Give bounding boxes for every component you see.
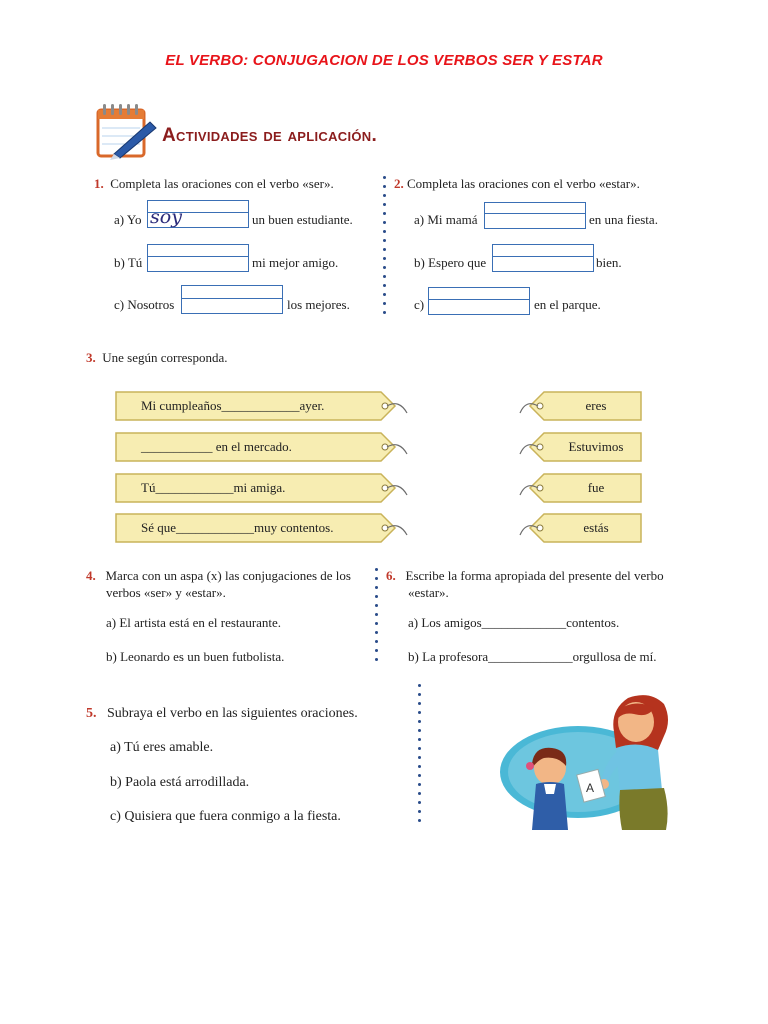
q2-b-prefix: b) Espero que [414,255,487,270]
q1-b-prefix: b) Tú [114,255,143,270]
match-right-3[interactable] [524,473,642,503]
question-1-label: 1. Completa las oraciones con el verbo «ser». [94,176,334,191]
question-2-label: 2. Completa las oraciones con el verbo «estar». [394,176,640,191]
q1-a-suffix: un buen estudiante. [252,212,353,227]
q2-c-prefix: c) [414,297,425,312]
match-right-2-text: Estuvimos [568,439,624,454]
match-right-1[interactable] [524,391,642,421]
paper-letter: A [586,781,595,795]
match-left-2[interactable] [115,432,395,462]
match-left-1[interactable] [115,391,395,421]
q5-item-b[interactable]: b) Paola está arrodillada. [110,775,250,790]
q4-item-b[interactable]: b) Leonardo es un buen futbolista. [106,649,285,664]
q1-a-prefix: a) Yo [114,212,142,227]
match-right-1-text: eres [585,398,607,413]
q1-b-suffix: mi mejor amigo. [252,255,339,270]
section-heading: Actividades de aplicación. [162,125,378,146]
q5-item-c[interactable]: c) Quisiera que fuera conmigo a la fiesta. [110,809,341,824]
question-6-label: 6. Escribe la forma apropiada del presente del verbo [386,568,664,583]
question-5-label: 5. Subraya el verbo en las siguientes oraciones. [86,706,358,721]
match-left-4[interactable] [115,513,395,543]
divider-dotted-1 [383,176,386,320]
teacher-child-illustration [498,690,676,832]
q4-item-a[interactable]: a) El artista está en el restaurante. [106,615,282,630]
match-left-3[interactable] [115,473,395,503]
q1-c-suffix: los mejores. [287,297,350,312]
q2-a-answer-box[interactable] [484,213,586,229]
question-4-label: 4. Marca con un aspa (x) las conjugaciones de los [86,568,351,583]
divider-dotted-3 [418,684,421,828]
q1-a-answer: soy [150,206,182,228]
q2-a-prefix: a) Mi mamá [414,212,478,227]
match-left-4-text: Sé que____________muy contentos. [141,520,334,535]
match-left-3-text: Tú____________mi amiga. [141,480,286,495]
match-right-2[interactable] [524,432,642,462]
q2-c-suffix: en el parque. [534,297,601,312]
match-right-4[interactable] [524,513,642,543]
page-title: EL VERBO: CONJUGACION DE LOS VERBOS SER Y ESTAR [165,52,603,69]
q2-b-suffix: bien. [596,255,622,270]
q2-b-answer-box[interactable] [492,256,594,272]
match-left-1-text: Mi cumpleaños____________ayer. [141,398,325,413]
q1-c-answer-box[interactable] [181,298,283,314]
notebook-pen-icon [90,100,160,162]
q1-c-prefix: c) Nosotros [114,297,175,312]
question-4-label-line2: verbos «ser» y «estar». [106,585,226,600]
match-right-4-text: estás [583,520,609,535]
divider-dotted-2 [375,568,378,667]
q6-item-a[interactable]: a) Los amigos_____________contentos. [408,615,620,630]
question-6-label-line2: «estar». [408,585,449,600]
match-left-2-text: ___________ en el mercado. [141,439,292,454]
question-3-label: 3. Une según corresponda. [86,350,228,365]
q1-b-answer-box[interactable] [147,256,249,272]
q2-a-suffix: en una fiesta. [589,212,658,227]
q5-item-a[interactable]: a) Tú eres amable. [110,740,214,755]
q2-c-answer-box[interactable] [428,299,530,315]
match-right-3-text: fue [587,480,605,495]
q6-item-b[interactable]: b) La profesora_____________orgullosa de mí. [408,649,657,664]
